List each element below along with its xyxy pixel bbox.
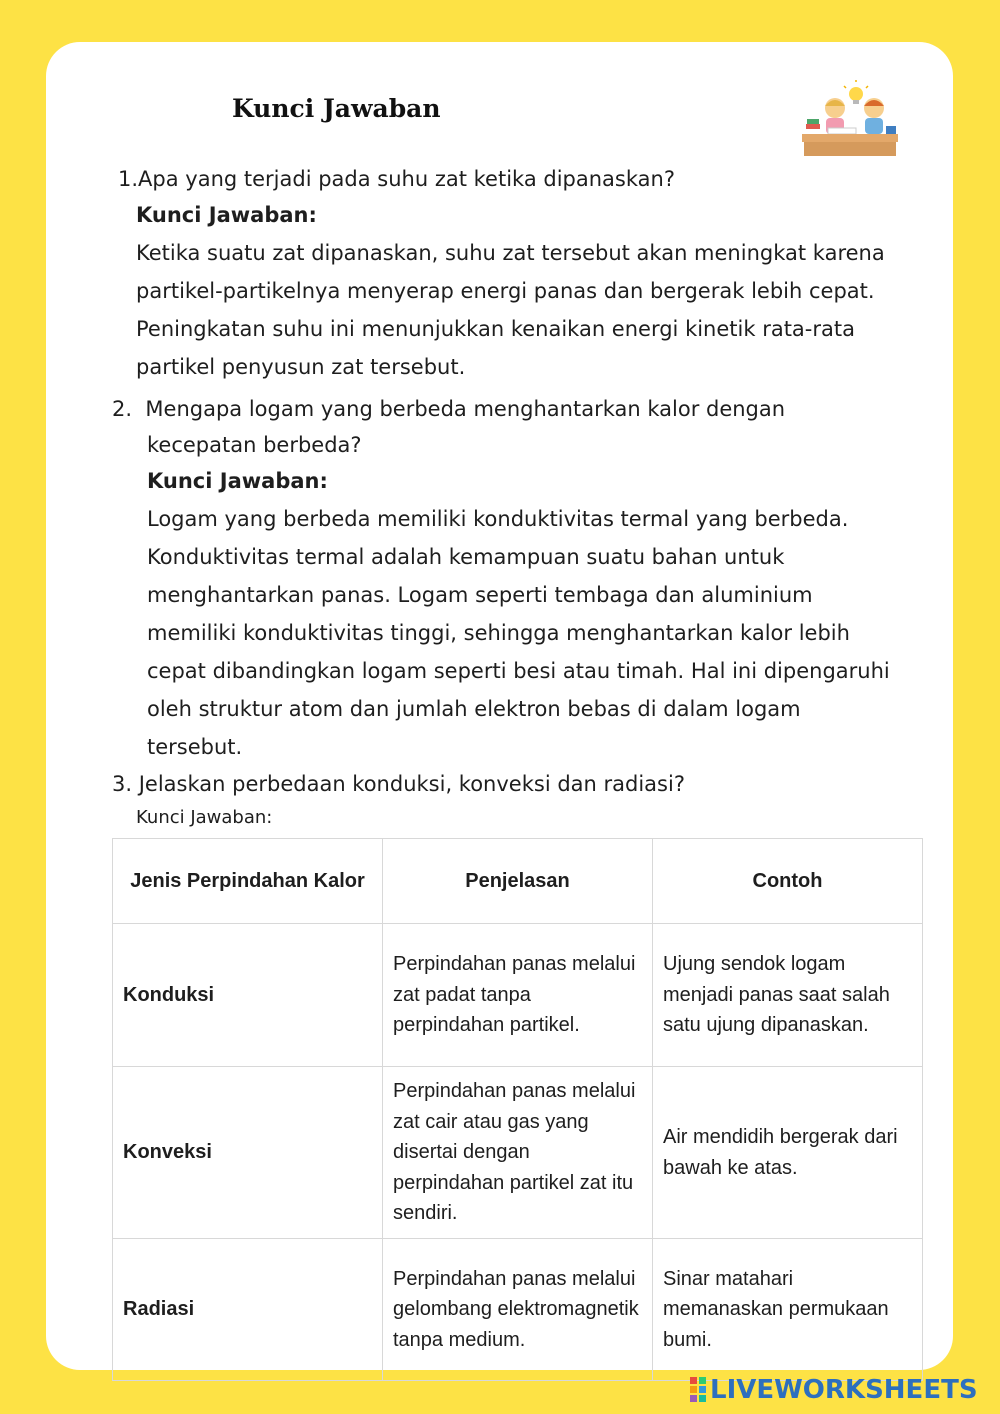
question-3-key-label: Kunci Jawaban: — [136, 807, 273, 828]
question-1-answer-line: partikel-partikelnya menyerap energi panas dan bergerak lebih cepat. — [136, 279, 875, 303]
question-2-key-label: Kunci Jawaban: — [147, 469, 328, 493]
table-row — [113, 1239, 923, 1381]
lightbulb-icon — [849, 87, 863, 101]
question-1 — [118, 160, 675, 198]
question-2-answer-line: oleh struktur atom dan jumlah elektron bebas di dalam logam — [147, 697, 801, 721]
question-2-text-cont: kecepatan berbeda? — [147, 433, 362, 457]
heat-transfer-table — [112, 838, 923, 1381]
question-1-text: Apa yang terjadi pada suhu zat ketika dipanaskan? — [138, 167, 675, 191]
question-1-key-label: Kunci Jawaban: — [136, 203, 317, 227]
question-2-answer-line: memiliki konduktivitas tinggi, sehingga menghantarkan kalor lebih — [147, 621, 850, 645]
row-example: Sinar matahari memanaskan permukaan bumi. — [653, 1239, 923, 1381]
row-type: Radiasi — [113, 1239, 383, 1381]
question-2-answer-line: menghantarkan panas. Logam seperti tembaga dan aluminium — [147, 583, 813, 607]
liveworksheets-logo[interactable] — [690, 1376, 978, 1404]
row-example: Air mendidih bergerak dari bawah ke atas. — [653, 1067, 923, 1239]
table-row — [113, 1067, 923, 1239]
question-2-answer-line: cepat dibandingkan logam seperti besi atau timah. Hal ini dipengaruhi — [147, 659, 890, 683]
question-1-answer-line: Ketika suatu zat dipanaskan, suhu zat tersebut akan meningkat karena — [136, 241, 885, 265]
row-explanation: Perpindahan panas melalui gelombang elektromagnetik tanpa medium. — [383, 1239, 653, 1381]
header-example: Contoh — [653, 839, 923, 924]
question-2 — [112, 390, 785, 428]
table-row — [113, 924, 923, 1067]
question-3-text: 3. Jelaskan perbedaan konduksi, konveksi dan radiasi? — [112, 772, 685, 796]
row-example: Ujung sendok logam menjadi panas saat salah satu ujung dipanaskan. — [653, 924, 923, 1067]
question-2-number: 2. — [112, 397, 133, 421]
row-explanation: Perpindahan panas melalui zat cair atau gas yang disertai dengan perpindahan partikel zat itu sendiri. — [383, 1067, 653, 1239]
question-1-number: 1. — [118, 167, 139, 191]
students-studying-illustration — [798, 80, 902, 164]
question-2-answer-line: tersebut. — [147, 735, 243, 759]
page-title: Kunci Jawaban — [232, 94, 441, 123]
liveworksheets-mark-icon — [690, 1377, 706, 1403]
row-type: Konveksi — [113, 1067, 383, 1239]
header-explanation: Penjelasan — [383, 839, 653, 924]
row-explanation: Perpindahan panas melalui zat padat tanpa perpindahan partikel. — [383, 924, 653, 1067]
question-2-text: Mengapa logam yang berbeda menghantarkan kalor dengan — [145, 397, 786, 421]
question-1-answer-line: Peningkatan suhu ini menunjukkan kenaikan energi kinetik rata-rata — [136, 317, 855, 341]
row-type: Konduksi — [113, 924, 383, 1067]
header-type: Jenis Perpindahan Kalor — [113, 839, 383, 924]
question-2-answer-line: Konduktivitas termal adalah kemampuan suatu bahan untuk — [147, 545, 785, 569]
question-2-answer-line: Logam yang berbeda memiliki konduktivitas termal yang berbeda. — [147, 507, 849, 531]
liveworksheets-brand: LIVEWORKSHEETS — [710, 1375, 978, 1405]
question-1-answer-line: partikel penyusun zat tersebut. — [136, 355, 466, 379]
table-header-row — [113, 839, 923, 924]
